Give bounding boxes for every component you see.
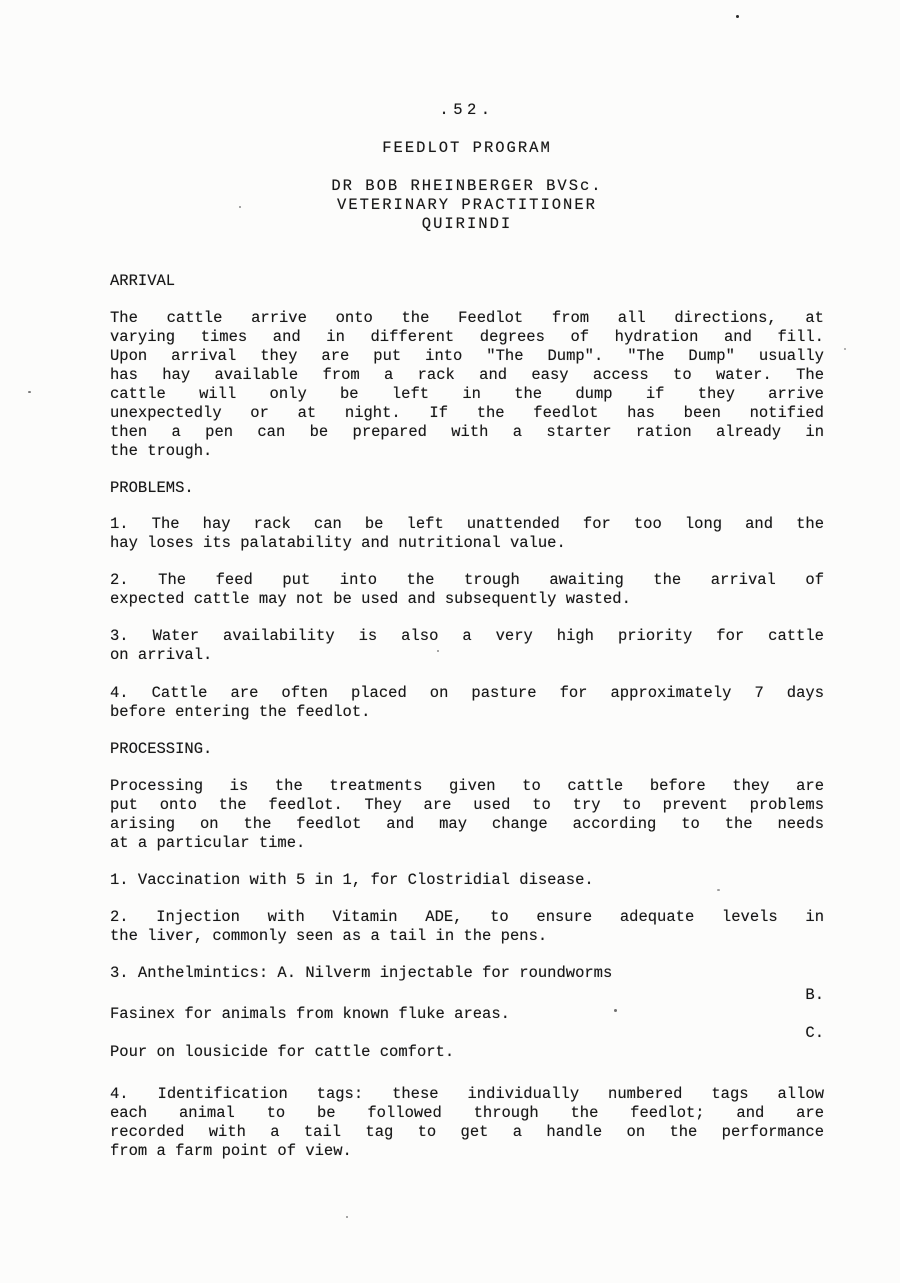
- text-line: 4. Cattle are often placed on pasture for approximately 7 days: [110, 684, 824, 702]
- arrival-paragraph: [110, 309, 824, 461]
- text-line: recorded with a tail tag to get a handle on the performance: [110, 1123, 824, 1141]
- scan-speck: [844, 348, 846, 350]
- text-line: from a farm point of view.: [110, 1142, 352, 1160]
- text-line: 3. Water availability is also a very high priority for cattle: [110, 627, 824, 645]
- scan-speck: [346, 1216, 348, 1218]
- page-number: .52.: [439, 101, 495, 119]
- section-heading-processing: PROCESSING.: [110, 740, 213, 758]
- text-line: the liver, commonly seen as a tail in the pens.: [110, 927, 548, 945]
- scan-speck: [614, 1009, 617, 1012]
- text-line: arising on the feedlot and may change according to the needs: [110, 815, 824, 833]
- anthelmintic-label-b: B.: [805, 986, 824, 1004]
- text-line: unexpectedly or at night. If the feedlot has been notified: [110, 404, 824, 422]
- author-location: QUIRINDI: [421, 215, 513, 233]
- processing-item-4: [110, 1085, 824, 1161]
- text-line: has hay available from a rack and easy access to water. The: [110, 366, 824, 384]
- text-line: put onto the feedlot. They are used to try to prevent problems: [110, 796, 824, 814]
- text-line: hay loses its palatability and nutritional value.: [110, 534, 566, 552]
- anthelmintic-pour-line: Pour on lousicide for cattle comfort.: [110, 1043, 455, 1061]
- problems-item-3: [110, 627, 824, 665]
- document-title: FEEDLOT PROGRAM: [382, 139, 552, 157]
- author-role: VETERINARY PRACTITIONER: [337, 196, 597, 214]
- text-line: cattle will only be left in the dump if they arrive: [110, 385, 824, 403]
- anthelmintic-fasinex-line: Fasinex for animals from known fluke areas.: [110, 1005, 510, 1023]
- section-heading-problems: PROBLEMS.: [110, 479, 194, 497]
- scan-speck: [28, 391, 31, 393]
- text-line: 2. The feed put into the trough awaiting the arrival of: [110, 571, 824, 589]
- scan-speck: [717, 889, 720, 891]
- text-line: The cattle arrive onto the Feedlot from all directions, at: [110, 309, 824, 327]
- document-content: [110, 0, 824, 1161]
- processing-item-3: 3. Anthelmintics: A. Nilverm injectable for roundworms: [110, 964, 613, 982]
- text-line: varying times and in different degrees of hydration and fill.: [110, 328, 824, 346]
- text-line: before entering the feedlot.: [110, 703, 371, 721]
- text-line: each animal to be followed through the feedlot; and are: [110, 1104, 824, 1122]
- section-heading-arrival: ARRIVAL: [110, 272, 176, 290]
- scan-speck: [736, 15, 739, 18]
- text-line: 4. Identification tags: these individually numbered tags allow: [110, 1085, 824, 1103]
- anthelmintic-label-c: C.: [805, 1024, 824, 1042]
- processing-intro-paragraph: [110, 777, 824, 853]
- text-line: then a pen can be prepared with a starter ration already in: [110, 423, 824, 441]
- problems-item-1: [110, 515, 824, 553]
- text-line: 2. Injection with Vitamin ADE, to ensure adequate levels in: [110, 908, 824, 926]
- text-line: the trough.: [110, 442, 213, 460]
- author-name: DR BOB RHEINBERGER BVSc.: [331, 177, 603, 195]
- scan-speck: [239, 206, 241, 208]
- author-block: [110, 177, 824, 234]
- text-line: at a particular time.: [110, 834, 306, 852]
- problems-item-4: [110, 684, 824, 722]
- processing-item-2: [110, 908, 824, 946]
- text-line: 1. The hay rack can be left unattended for too long and the: [110, 515, 824, 533]
- text-line: expected cattle may not be used and subsequently wasted.: [110, 590, 631, 608]
- text-line: Upon arrival they are put into "The Dump". "The Dump" usually: [110, 347, 824, 365]
- text-line: on arrival.: [110, 646, 213, 664]
- problems-item-2: [110, 571, 824, 609]
- processing-item-1: 1. Vaccination with 5 in 1, for Clostridial disease.: [110, 871, 594, 889]
- scan-speck: [437, 650, 439, 652]
- text-line: Processing is the treatments given to cattle before they are: [110, 777, 824, 795]
